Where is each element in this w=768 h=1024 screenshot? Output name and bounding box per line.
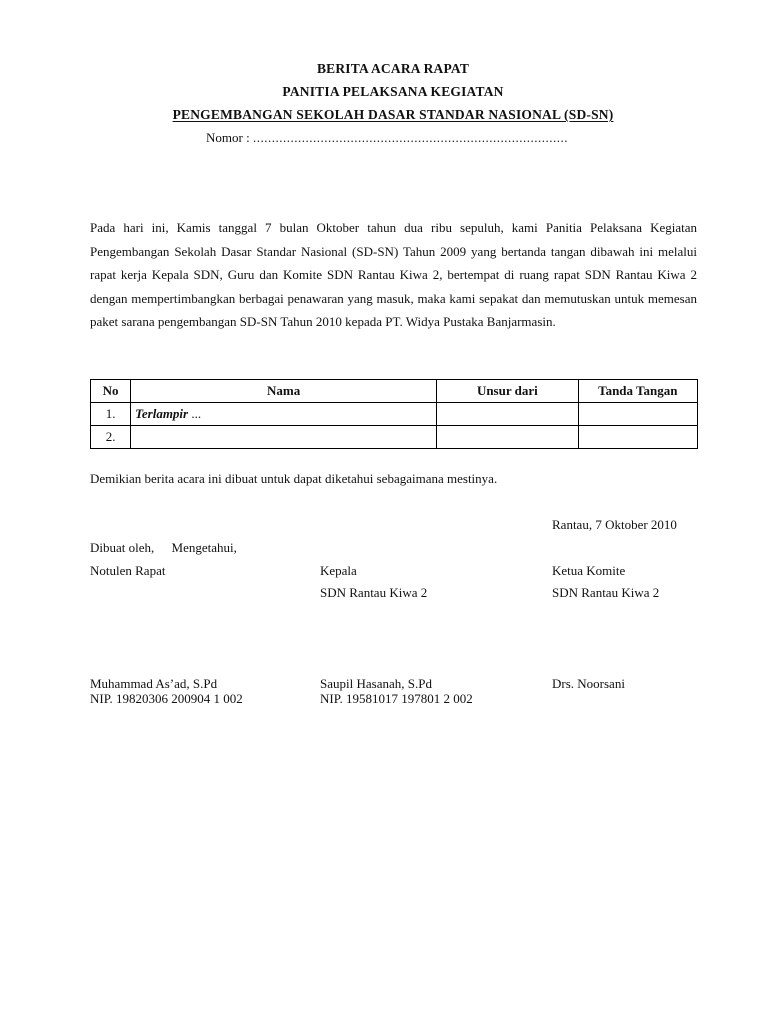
table-row <box>91 426 698 449</box>
body-paragraph: Pada hari ini, Kamis tanggal 7 bulan Oktober tahun dua ribu sepuluh, kami Panitia Pelaksana Kegiatan Pengembangan Sekolah Dasar Standar Nasional (SD-SN) Tahun 2009 yang bertanda tangan dibawah ini melalui rapat kerja Kepala SDN, Guru dan Komite SDN Rantau Kiwa 2, bertempat di ruang rapat SDN Rantau Kiwa 2 dengan mempertimbangkan berbagai penawaran yang masuk, maka kami sepakat dan memutuskan untuk memesan paket sarana pengembangan SD-SN Tahun 2010 kepada PT. Widya Pustaka Banjarmasin. <box>90 220 697 329</box>
cell-no: 1. <box>91 403 131 426</box>
signer1-name: Muhammad As’ad, S.Pd <box>90 676 218 691</box>
place-date: Rantau, 7 Oktober 2010 <box>552 517 677 532</box>
signer3-org: SDN Rantau Kiwa 2 <box>552 585 660 600</box>
signer3-name: Drs. Noorsani <box>552 676 625 691</box>
cell-no: 2. <box>91 426 131 449</box>
table-header-row <box>91 380 698 403</box>
signer3-role: Ketua Komite <box>552 563 626 578</box>
signer1-role: Notulen Rapat <box>90 563 166 578</box>
closing-statement: Demikian berita acara ini dibuat untuk dapat diketahui sebagaimana mestinya. <box>90 471 498 486</box>
signer2-nip: NIP. 19581017 197801 2 002 <box>320 691 473 706</box>
nomor-label: Nomor : <box>206 130 250 145</box>
dibuat-oleh-label: Dibuat oleh, <box>90 540 155 555</box>
signer2-org: SDN Rantau Kiwa 2 <box>320 585 428 600</box>
signer2-role: Kepala <box>320 563 357 578</box>
program-title-text: PENGEMBANGAN SEKOLAH DASAR STANDAR NASIONAL (SD-SN) <box>172 107 614 122</box>
cell-unsur <box>437 426 578 449</box>
cell-nama <box>131 403 437 426</box>
cell-nama <box>131 426 437 449</box>
cell-nama-rest: ... <box>188 406 202 421</box>
cell-tanda-tangan <box>578 426 697 449</box>
attendance-table <box>90 379 698 449</box>
signer2-name: Saupil Hasanah, S.Pd <box>320 676 432 691</box>
cell-unsur <box>437 403 578 426</box>
header-nama: Nama <box>131 380 437 403</box>
header-no: No <box>91 380 131 403</box>
document-number <box>206 130 568 146</box>
cell-nama-bold: Terlampir <box>135 406 189 421</box>
signer1-nip: NIP. 19820306 200904 1 002 <box>90 691 243 706</box>
nomor-value: .................................................................................... <box>252 130 568 145</box>
header-tanda-tangan: Tanda Tangan <box>578 380 697 403</box>
table-row <box>91 403 698 426</box>
document-title: BERITA ACARA RAPAT <box>316 61 470 76</box>
document-subtitle-program <box>0 107 768 123</box>
mengetahui-label: Mengetahui, <box>171 540 237 555</box>
document-subtitle: PANITIA PELAKSANA KEGIATAN <box>282 84 504 99</box>
header-unsur: Unsur dari <box>437 380 578 403</box>
cell-tanda-tangan <box>578 403 697 426</box>
prepared-by-line <box>90 540 237 556</box>
